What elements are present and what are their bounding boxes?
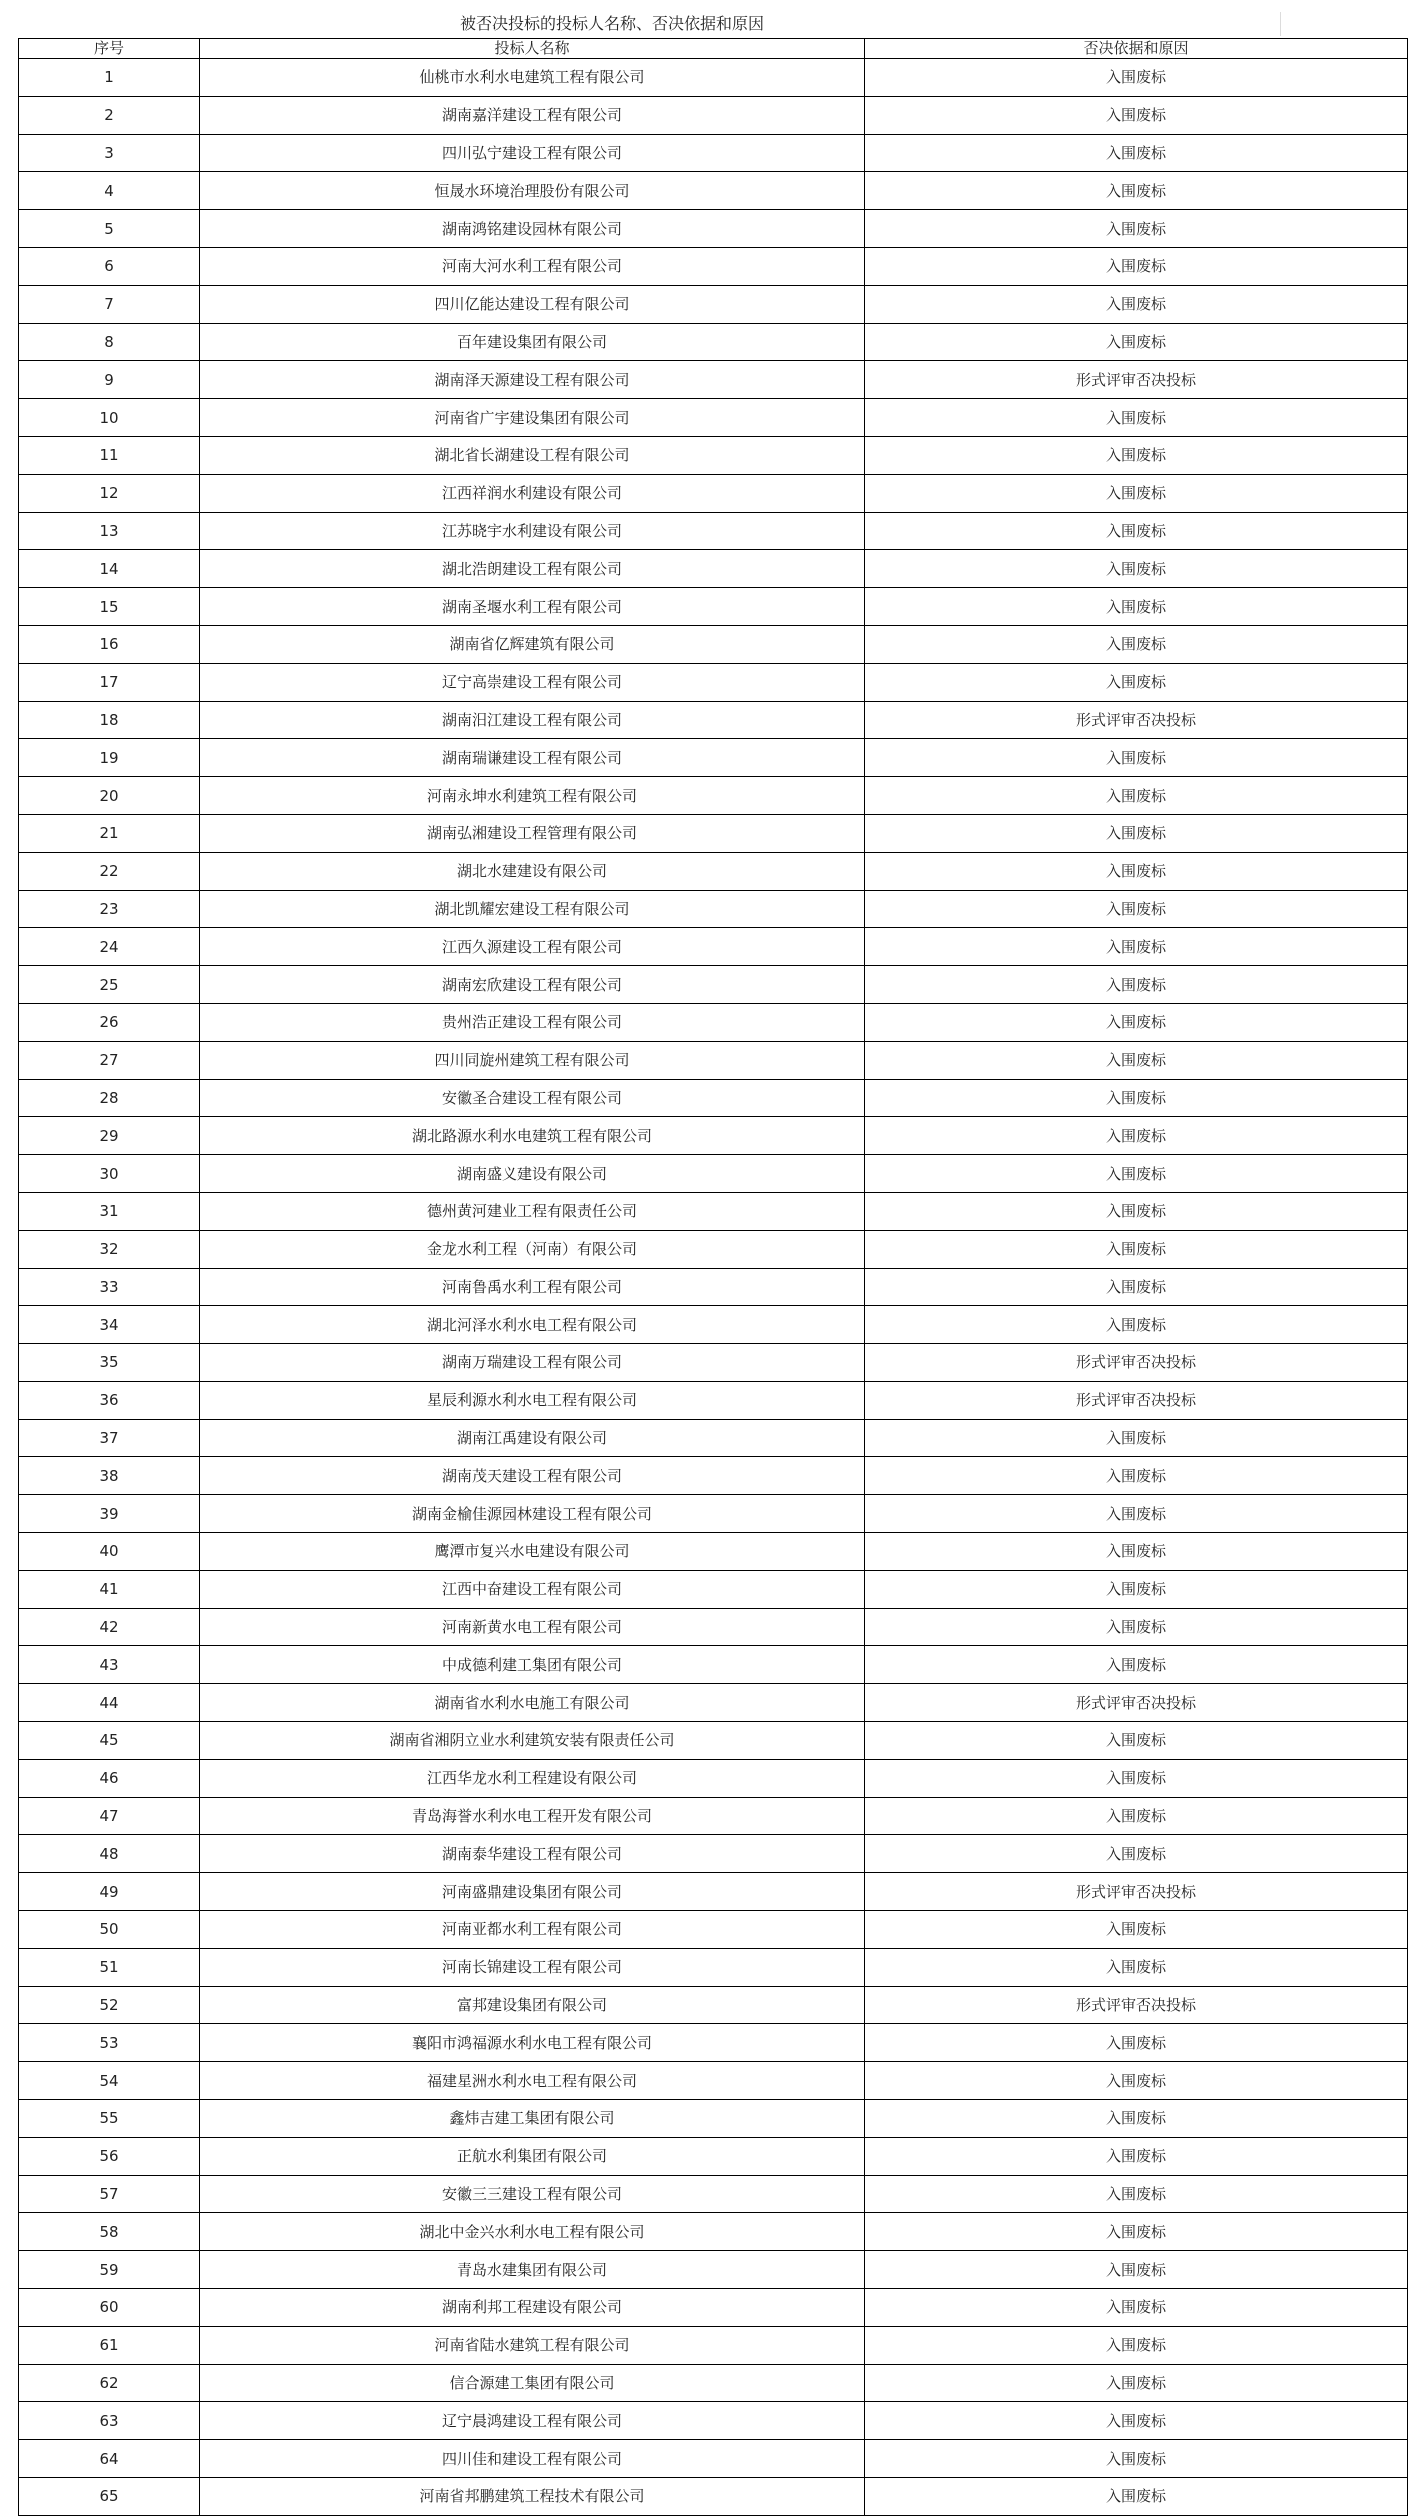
table-row <box>19 1759 1408 1797</box>
cell-bidder-name: 安徽三三建设工程有限公司 <box>200 2175 865 2213</box>
table-row <box>19 59 1408 97</box>
cell-no: 5 <box>19 210 200 248</box>
page-title: 被否决投标的投标人名称、否决依据和原因 <box>460 14 765 33</box>
cell-reason: 入围废标 <box>865 2478 1408 2516</box>
cell-bidder-name: 湖南江禹建设有限公司 <box>200 1419 865 1457</box>
table-row <box>19 436 1408 474</box>
table-header <box>19 39 1408 59</box>
cell-bidder-name: 湖北河泽水利水电工程有限公司 <box>200 1306 865 1344</box>
cell-reason: 入围废标 <box>865 1041 1408 1079</box>
cell-bidder-name: 湖南省水利水电施工有限公司 <box>200 1684 865 1722</box>
cell-bidder-name: 河南长锦建设工程有限公司 <box>200 1948 865 1986</box>
cell-bidder-name: 湖南万瑞建设工程有限公司 <box>200 1344 865 1382</box>
cell-no: 38 <box>19 1457 200 1495</box>
cell-reason: 入围废标 <box>865 512 1408 550</box>
cell-reason: 入围废标 <box>865 134 1408 172</box>
cell-reason: 形式评审否决投标 <box>865 1684 1408 1722</box>
cell-no: 20 <box>19 777 200 815</box>
cell-bidder-name: 湖北路源水利水电建筑工程有限公司 <box>200 1117 865 1155</box>
cell-reason: 入围废标 <box>865 474 1408 512</box>
cell-bidder-name: 德州黄河建业工程有限责任公司 <box>200 1192 865 1230</box>
cell-bidder-name: 湖南茂天建设工程有限公司 <box>200 1457 865 1495</box>
table-row <box>19 1608 1408 1646</box>
table-row <box>19 1268 1408 1306</box>
table-row <box>19 1797 1408 1835</box>
cell-bidder-name: 湖北中金兴水利水电工程有限公司 <box>200 2213 865 2251</box>
table-row <box>19 2326 1408 2364</box>
cell-bidder-name: 湖南金榆佳源园林建设工程有限公司 <box>200 1495 865 1533</box>
table-row <box>19 2175 1408 2213</box>
cell-reason: 入围废标 <box>865 1079 1408 1117</box>
table-row <box>19 1344 1408 1382</box>
cell-reason: 入围废标 <box>865 436 1408 474</box>
table-row <box>19 2137 1408 2175</box>
cell-no: 55 <box>19 2100 200 2138</box>
table-row <box>19 96 1408 134</box>
cell-no: 40 <box>19 1533 200 1571</box>
cell-no: 61 <box>19 2326 200 2364</box>
cell-no: 4 <box>19 172 200 210</box>
cell-no: 49 <box>19 1873 200 1911</box>
cell-reason: 入围废标 <box>865 814 1408 852</box>
table-row <box>19 2062 1408 2100</box>
cell-no: 8 <box>19 323 200 361</box>
cell-no: 27 <box>19 1041 200 1079</box>
cell-no: 19 <box>19 739 200 777</box>
cell-bidder-name: 湖南弘湘建设工程管理有限公司 <box>200 814 865 852</box>
cell-bidder-name: 鑫炜吉建工集团有限公司 <box>200 2100 865 2138</box>
cell-reason: 入围废标 <box>865 1533 1408 1571</box>
table-row <box>19 1495 1408 1533</box>
edge-divider <box>1280 12 1281 36</box>
cell-reason: 入围废标 <box>865 2100 1408 2138</box>
cell-reason: 入围废标 <box>865 550 1408 588</box>
cell-reason: 入围废标 <box>865 2062 1408 2100</box>
cell-no: 24 <box>19 928 200 966</box>
cell-bidder-name: 四川弘宁建设工程有限公司 <box>200 134 865 172</box>
cell-no: 54 <box>19 2062 200 2100</box>
table-row <box>19 247 1408 285</box>
cell-no: 11 <box>19 436 200 474</box>
cell-bidder-name: 河南省邦鹏建筑工程技术有限公司 <box>200 2478 865 2516</box>
cell-no: 58 <box>19 2213 200 2251</box>
table-row <box>19 2440 1408 2478</box>
cell-no: 37 <box>19 1419 200 1457</box>
cell-reason: 入围废标 <box>865 739 1408 777</box>
table-row <box>19 134 1408 172</box>
table-row <box>19 2364 1408 2402</box>
table-row <box>19 285 1408 323</box>
cell-reason: 入围废标 <box>865 625 1408 663</box>
cell-reason: 入围废标 <box>865 2289 1408 2327</box>
cell-no: 22 <box>19 852 200 890</box>
cell-bidder-name: 恒晟水环境治理股份有限公司 <box>200 172 865 210</box>
cell-no: 25 <box>19 966 200 1004</box>
cell-reason: 入围废标 <box>865 2364 1408 2402</box>
cell-no: 41 <box>19 1570 200 1608</box>
cell-reason: 入围废标 <box>865 1457 1408 1495</box>
cell-reason: 形式评审否决投标 <box>865 361 1408 399</box>
header-name: 投标人名称 <box>200 39 865 59</box>
cell-bidder-name: 青岛水建集团有限公司 <box>200 2251 865 2289</box>
cell-no: 17 <box>19 663 200 701</box>
cell-reason: 入围废标 <box>865 1003 1408 1041</box>
table-row <box>19 1570 1408 1608</box>
cell-reason: 入围废标 <box>865 663 1408 701</box>
table-row <box>19 1003 1408 1041</box>
table-row <box>19 1155 1408 1193</box>
cell-bidder-name: 辽宁高崇建设工程有限公司 <box>200 663 865 701</box>
cell-bidder-name: 湖北浩朗建设工程有限公司 <box>200 550 865 588</box>
cell-reason: 入围废标 <box>865 1608 1408 1646</box>
cell-reason: 入围废标 <box>865 1306 1408 1344</box>
cell-bidder-name: 贵州浩正建设工程有限公司 <box>200 1003 865 1041</box>
cell-bidder-name: 湖北凯耀宏建设工程有限公司 <box>200 890 865 928</box>
cell-bidder-name: 河南盛鼎建设集团有限公司 <box>200 1873 865 1911</box>
table-row <box>19 2024 1408 2062</box>
cell-bidder-name: 湖南泽天源建设工程有限公司 <box>200 361 865 399</box>
cell-reason: 形式评审否决投标 <box>865 1986 1408 2024</box>
table-row <box>19 2251 1408 2289</box>
table-row <box>19 2289 1408 2327</box>
cell-bidder-name: 河南省广宇建设集团有限公司 <box>200 399 865 437</box>
cell-no: 39 <box>19 1495 200 1533</box>
cell-no: 28 <box>19 1079 200 1117</box>
table-row <box>19 1873 1408 1911</box>
table-row <box>19 2402 1408 2440</box>
table-row <box>19 550 1408 588</box>
table-row <box>19 1117 1408 1155</box>
table-row <box>19 701 1408 739</box>
cell-no: 63 <box>19 2402 200 2440</box>
cell-bidder-name: 湖南宏欣建设工程有限公司 <box>200 966 865 1004</box>
table-row <box>19 663 1408 701</box>
cell-no: 57 <box>19 2175 200 2213</box>
table-row <box>19 1306 1408 1344</box>
cell-reason: 入围废标 <box>865 1268 1408 1306</box>
table-row <box>19 814 1408 852</box>
cell-reason: 入围废标 <box>865 588 1408 626</box>
cell-no: 59 <box>19 2251 200 2289</box>
table-row <box>19 323 1408 361</box>
cell-reason: 入围废标 <box>865 1948 1408 1986</box>
cell-no: 10 <box>19 399 200 437</box>
cell-no: 2 <box>19 96 200 134</box>
cell-reason: 入围废标 <box>865 2137 1408 2175</box>
cell-no: 9 <box>19 361 200 399</box>
table-row <box>19 1911 1408 1949</box>
cell-reason: 入围废标 <box>865 1570 1408 1608</box>
cell-reason: 入围废标 <box>865 210 1408 248</box>
cell-reason: 入围废标 <box>865 1835 1408 1873</box>
cell-no: 30 <box>19 1155 200 1193</box>
cell-no: 64 <box>19 2440 200 2478</box>
cell-reason: 入围废标 <box>865 2251 1408 2289</box>
cell-no: 33 <box>19 1268 200 1306</box>
cell-bidder-name: 仙桃市水利水电建筑工程有限公司 <box>200 59 865 97</box>
cell-reason: 入围废标 <box>865 1495 1408 1533</box>
cell-reason: 入围废标 <box>865 2024 1408 2062</box>
cell-bidder-name: 湖北水建建设有限公司 <box>200 852 865 890</box>
cell-reason: 入围废标 <box>865 1722 1408 1760</box>
table-row <box>19 2100 1408 2138</box>
cell-bidder-name: 湖南嘉洋建设工程有限公司 <box>200 96 865 134</box>
cell-bidder-name: 湖北省长湖建设工程有限公司 <box>200 436 865 474</box>
cell-no: 50 <box>19 1911 200 1949</box>
cell-bidder-name: 正航水利集团有限公司 <box>200 2137 865 2175</box>
cell-no: 7 <box>19 285 200 323</box>
table-row <box>19 1835 1408 1873</box>
cell-reason: 入围废标 <box>865 1797 1408 1835</box>
cell-no: 43 <box>19 1646 200 1684</box>
cell-reason: 入围废标 <box>865 59 1408 97</box>
table-row <box>19 1457 1408 1495</box>
cell-bidder-name: 江西华龙水利工程建设有限公司 <box>200 1759 865 1797</box>
header-no: 序号 <box>19 39 200 59</box>
cell-no: 26 <box>19 1003 200 1041</box>
cell-no: 44 <box>19 1684 200 1722</box>
cell-reason: 入围废标 <box>865 2213 1408 2251</box>
table-row <box>19 588 1408 626</box>
cell-reason: 形式评审否决投标 <box>865 1344 1408 1382</box>
table-row <box>19 361 1408 399</box>
table-row <box>19 1079 1408 1117</box>
cell-no: 60 <box>19 2289 200 2327</box>
table-row <box>19 1381 1408 1419</box>
table-row <box>19 852 1408 890</box>
cell-bidder-name: 中成德利建工集团有限公司 <box>200 1646 865 1684</box>
cell-reason: 入围废标 <box>865 2402 1408 2440</box>
cell-bidder-name: 江西中奋建设工程有限公司 <box>200 1570 865 1608</box>
cell-reason: 入围废标 <box>865 1117 1408 1155</box>
table-row <box>19 512 1408 550</box>
table-row <box>19 1230 1408 1268</box>
cell-bidder-name: 江西祥润水利建设有限公司 <box>200 474 865 512</box>
cell-no: 62 <box>19 2364 200 2402</box>
cell-no: 3 <box>19 134 200 172</box>
cell-reason: 入围废标 <box>865 1230 1408 1268</box>
cell-no: 15 <box>19 588 200 626</box>
cell-bidder-name: 鹰潭市复兴水电建设有限公司 <box>200 1533 865 1571</box>
cell-reason: 入围废标 <box>865 323 1408 361</box>
cell-bidder-name: 星辰利源水利水电工程有限公司 <box>200 1381 865 1419</box>
cell-reason: 入围废标 <box>865 1759 1408 1797</box>
cell-reason: 入围废标 <box>865 2440 1408 2478</box>
cell-no: 36 <box>19 1381 200 1419</box>
cell-no: 29 <box>19 1117 200 1155</box>
table-row <box>19 210 1408 248</box>
cell-reason: 入围废标 <box>865 2326 1408 2364</box>
table-row <box>19 474 1408 512</box>
cell-no: 35 <box>19 1344 200 1382</box>
table-row <box>19 1948 1408 1986</box>
cell-reason: 形式评审否决投标 <box>865 1381 1408 1419</box>
cell-no: 14 <box>19 550 200 588</box>
cell-bidder-name: 湖南利邦工程建设有限公司 <box>200 2289 865 2327</box>
cell-bidder-name: 湖南汨江建设工程有限公司 <box>200 701 865 739</box>
table-row <box>19 1041 1408 1079</box>
cell-no: 31 <box>19 1192 200 1230</box>
cell-no: 18 <box>19 701 200 739</box>
cell-no: 46 <box>19 1759 200 1797</box>
table-row <box>19 928 1408 966</box>
table-row <box>19 1684 1408 1722</box>
cell-bidder-name: 金龙水利工程（河南）有限公司 <box>200 1230 865 1268</box>
cell-reason: 入围废标 <box>865 1419 1408 1457</box>
cell-reason: 入围废标 <box>865 285 1408 323</box>
cell-bidder-name: 江西久源建设工程有限公司 <box>200 928 865 966</box>
cell-no: 65 <box>19 2478 200 2516</box>
table-row <box>19 399 1408 437</box>
table-row <box>19 2478 1408 2516</box>
table-row <box>19 1419 1408 1457</box>
cell-no: 52 <box>19 1986 200 2024</box>
cell-no: 47 <box>19 1797 200 1835</box>
cell-no: 23 <box>19 890 200 928</box>
cell-no: 56 <box>19 2137 200 2175</box>
cell-bidder-name: 富邦建设集团有限公司 <box>200 1986 865 2024</box>
cell-no: 48 <box>19 1835 200 1873</box>
cell-no: 53 <box>19 2024 200 2062</box>
cell-reason: 入围废标 <box>865 2175 1408 2213</box>
table-row <box>19 890 1408 928</box>
cell-bidder-name: 湖南瑞谦建设工程有限公司 <box>200 739 865 777</box>
cell-bidder-name: 福建星洲水利水电工程有限公司 <box>200 2062 865 2100</box>
header-reason: 否决依据和原因 <box>865 39 1408 59</box>
table-row <box>19 777 1408 815</box>
table-row <box>19 172 1408 210</box>
table-row <box>19 966 1408 1004</box>
cell-no: 12 <box>19 474 200 512</box>
cell-bidder-name: 河南大河水利工程有限公司 <box>200 247 865 285</box>
header-row <box>19 39 1408 59</box>
cell-reason: 入围废标 <box>865 399 1408 437</box>
cell-bidder-name: 百年建设集团有限公司 <box>200 323 865 361</box>
table-row <box>19 2213 1408 2251</box>
cell-no: 16 <box>19 625 200 663</box>
cell-no: 32 <box>19 1230 200 1268</box>
cell-bidder-name: 河南亚都水利工程有限公司 <box>200 1911 865 1949</box>
cell-reason: 入围废标 <box>865 1646 1408 1684</box>
cell-bidder-name: 河南新黄水电工程有限公司 <box>200 1608 865 1646</box>
cell-no: 6 <box>19 247 200 285</box>
cell-bidder-name: 安徽圣合建设工程有限公司 <box>200 1079 865 1117</box>
table-row <box>19 1722 1408 1760</box>
cell-bidder-name: 四川亿能达建设工程有限公司 <box>200 285 865 323</box>
cell-reason: 入围废标 <box>865 852 1408 890</box>
cell-bidder-name: 襄阳市鸿福源水利水电工程有限公司 <box>200 2024 865 2062</box>
cell-no: 51 <box>19 1948 200 1986</box>
cell-bidder-name: 河南省陆水建筑工程有限公司 <box>200 2326 865 2364</box>
cell-bidder-name: 四川佳和建设工程有限公司 <box>200 2440 865 2478</box>
cell-bidder-name: 河南鲁禹水利工程有限公司 <box>200 1268 865 1306</box>
cell-reason: 入围废标 <box>865 1192 1408 1230</box>
cell-reason: 入围废标 <box>865 247 1408 285</box>
cell-reason: 入围废标 <box>865 777 1408 815</box>
cell-bidder-name: 湖南省湘阴立业水利建筑安装有限责任公司 <box>200 1722 865 1760</box>
cell-bidder-name: 湖南泰华建设工程有限公司 <box>200 1835 865 1873</box>
cell-no: 34 <box>19 1306 200 1344</box>
cell-no: 1 <box>19 59 200 97</box>
rejected-bidders-table <box>18 38 1408 2516</box>
cell-reason: 入围废标 <box>865 966 1408 1004</box>
cell-no: 45 <box>19 1722 200 1760</box>
table-row <box>19 1192 1408 1230</box>
cell-reason: 入围废标 <box>865 96 1408 134</box>
cell-bidder-name: 湖南鸿铭建设园林有限公司 <box>200 210 865 248</box>
cell-reason: 入围废标 <box>865 1155 1408 1193</box>
table-body <box>19 59 1408 2516</box>
cell-reason: 形式评审否决投标 <box>865 701 1408 739</box>
cell-reason: 入围废标 <box>865 928 1408 966</box>
cell-bidder-name: 湖南盛义建设有限公司 <box>200 1155 865 1193</box>
cell-bidder-name: 信合源建工集团有限公司 <box>200 2364 865 2402</box>
cell-no: 42 <box>19 1608 200 1646</box>
table-row <box>19 1646 1408 1684</box>
cell-bidder-name: 江苏晓宇水利建设有限公司 <box>200 512 865 550</box>
cell-reason: 入围废标 <box>865 890 1408 928</box>
cell-bidder-name: 辽宁晨鸿建设工程有限公司 <box>200 2402 865 2440</box>
cell-bidder-name: 四川同旋州建筑工程有限公司 <box>200 1041 865 1079</box>
cell-bidder-name: 河南永坤水利建筑工程有限公司 <box>200 777 865 815</box>
title-row <box>18 12 1406 36</box>
table-row <box>19 1533 1408 1571</box>
cell-reason: 入围废标 <box>865 172 1408 210</box>
table-row <box>19 625 1408 663</box>
table-row <box>19 1986 1408 2024</box>
cell-reason: 形式评审否决投标 <box>865 1873 1408 1911</box>
cell-no: 13 <box>19 512 200 550</box>
cell-bidder-name: 湖南省亿辉建筑有限公司 <box>200 625 865 663</box>
cell-bidder-name: 青岛海誉水利水电工程开发有限公司 <box>200 1797 865 1835</box>
table-row <box>19 739 1408 777</box>
cell-reason: 入围废标 <box>865 1911 1408 1949</box>
cell-no: 21 <box>19 814 200 852</box>
cell-bidder-name: 湖南圣堰水利工程有限公司 <box>200 588 865 626</box>
